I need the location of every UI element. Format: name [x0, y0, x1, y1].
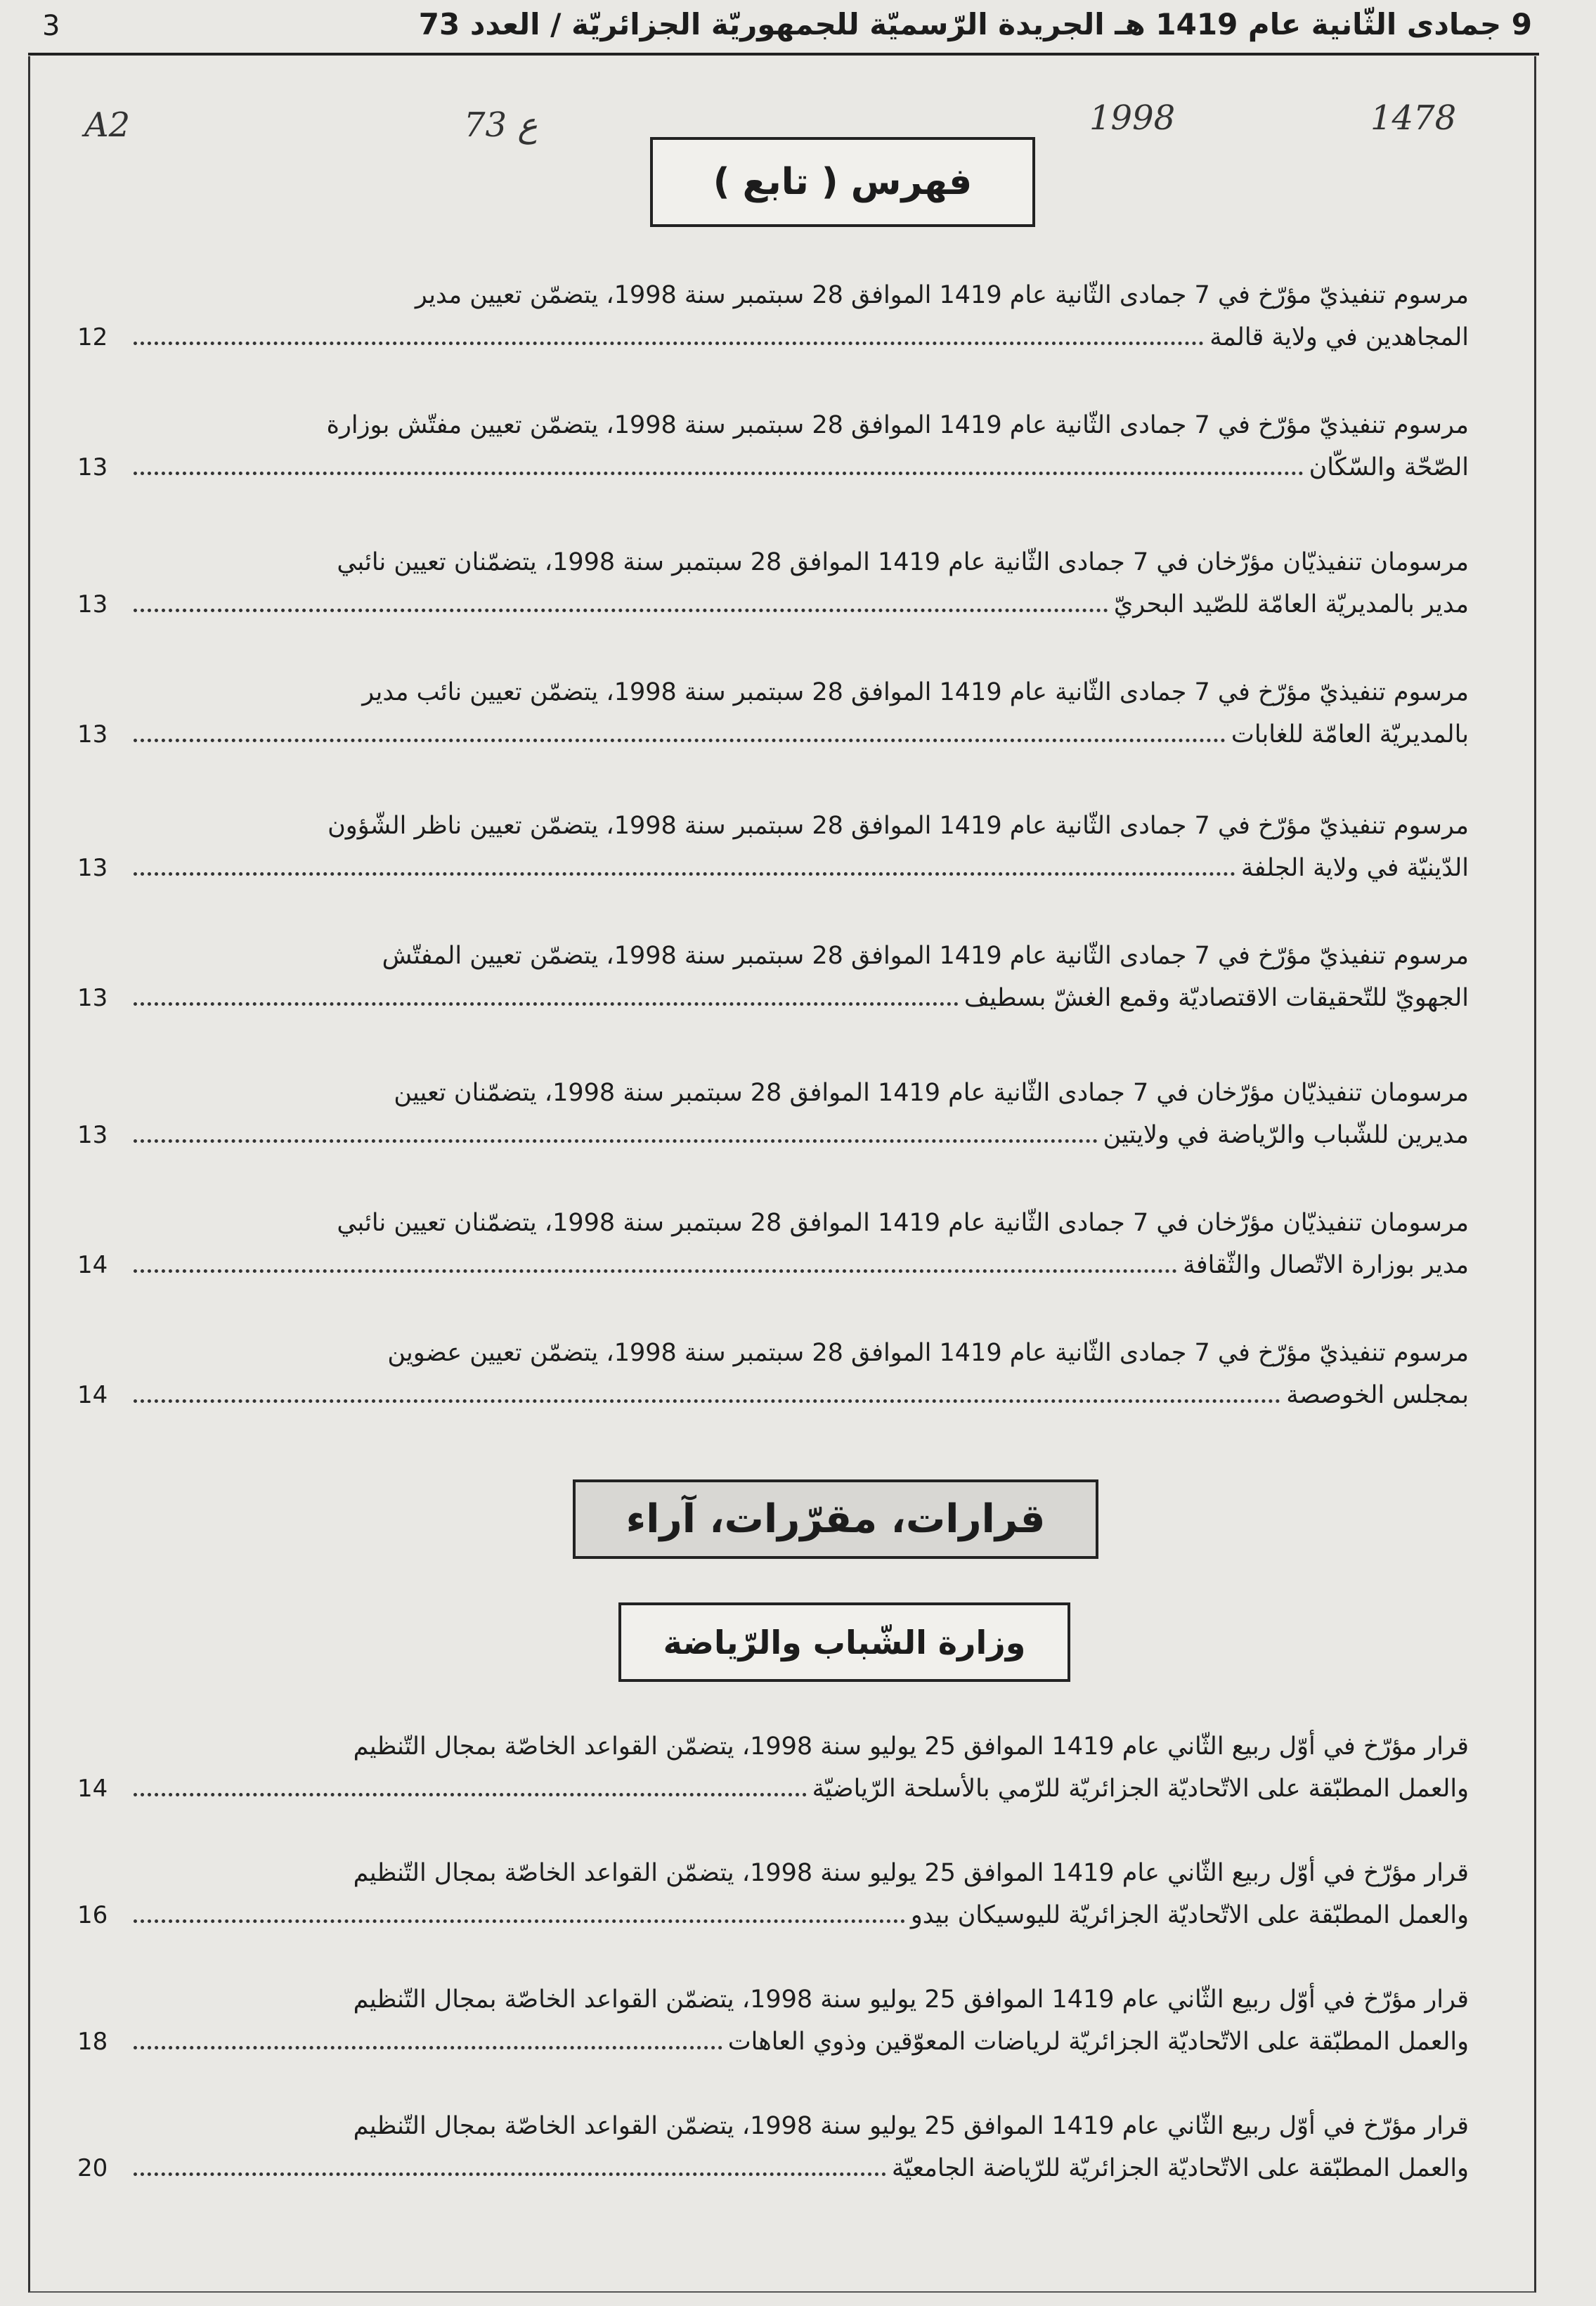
dot-leader	[134, 342, 1204, 345]
entry-page-number: 12	[77, 323, 108, 351]
dot-leader	[134, 472, 1304, 475]
entry-page-number: 14	[77, 1251, 108, 1279]
page-header	[28, 0, 1567, 56]
entry-page-number: 20	[77, 2154, 108, 2182]
handwritten-issue: 73 ع	[464, 105, 538, 145]
page-frame	[28, 56, 1536, 2293]
index-entry: مرسوم تنفيذيّ مؤرّخ في 7 جمادى الثّانية عام 1419 الموافق 28 سبتمبر سنة 1998، يتضمّن تعيين عضوين بمجلس الخوصصة 14	[77, 1339, 1469, 1409]
dot-leader	[134, 609, 1108, 612]
section-title: قرارات، مقرّرات، آراء	[573, 1479, 1098, 1559]
dot-leader	[134, 1139, 1098, 1143]
entry-page-number: 14	[77, 1775, 108, 1803]
page-number: 3	[42, 10, 60, 42]
dot-leader	[134, 1002, 959, 1006]
entry-page-number: 13	[77, 854, 108, 882]
index-entry: مرسوم تنفيذيّ مؤرّخ في 7 جمادى الثّانية عام 1419 الموافق 28 سبتمبر سنة 1998، يتضمّن تعيين مدير المجاهدين في ولاية قالمة 12	[77, 281, 1469, 351]
entry-page-number: 13	[77, 1121, 108, 1149]
dot-leader	[134, 1399, 1280, 1403]
decision-entry: قرار مؤرّخ في أوّل ربيع الثّاني عام 1419 الموافق 25 يوليو سنة 1998، يتضمّن القواعد الخاصّة بمجال التّنظيم والعمل المطبّقة على الاتّحاديّة الجزائريّة لرياضات المعوّقين وذوي العاهات 18	[77, 1986, 1469, 2056]
decision-entry: قرار مؤرّخ في أوّل ربيع الثّاني عام 1419 الموافق 25 يوليو سنة 1998، يتضمّن القواعد الخاصّة بمجال التّنظيم والعمل المطبّقة على الاتّحاديّة الجزائريّة لليوسيكان بيدو 16	[77, 1859, 1469, 1929]
index-entry: مرسوم تنفيذيّ مؤرّخ في 7 جمادى الثّانية عام 1419 الموافق 28 سبتمبر سنة 1998، يتضمّن تعيين المفتّش الجهويّ للتّحقيقات الاقتصاديّة وقمع الغشّ بسطيف 13	[77, 942, 1469, 1012]
entry-page-number: 13	[77, 720, 108, 749]
handwritten-year: 1998	[1089, 98, 1176, 138]
entry-page-number: 13	[77, 453, 108, 481]
index-entry: مرسومان تنفيذيّان مؤرّخان في 7 جمادى الثّانية عام 1419 الموافق 28 سبتمبر سنة 1998، يتضمّنان تعيين نائبي مدير بوزارة الاتّصال والثّقافة 14	[77, 1209, 1469, 1279]
entry-page-number: 13	[77, 984, 108, 1012]
entry-page-number: 16	[77, 1901, 108, 1929]
entry-page-number: 14	[77, 1381, 108, 1409]
dot-leader	[134, 739, 1226, 742]
index-title: فهرس ( تابع )	[650, 137, 1035, 227]
dot-leader	[134, 2046, 722, 2049]
dot-leader	[134, 2172, 886, 2176]
decision-entry: قرار مؤرّخ في أوّل ربيع الثّاني عام 1419 الموافق 25 يوليو سنة 1998، يتضمّن القواعد الخاصّة بمجال التّنظيم والعمل المطبّقة على الاتّحاديّة الجزائريّة للرّمي بالأسلحة الرّياضيّة 14	[77, 1732, 1469, 1803]
index-entry: مرسوم تنفيذيّ مؤرّخ في 7 جمادى الثّانية عام 1419 الموافق 28 سبتمبر سنة 1998، يتضمّن تعيين نائب مدير بالمديريّة العامّة للغابات 13	[77, 678, 1469, 749]
index-entry: مرسوم تنفيذيّ مؤرّخ في 7 جمادى الثّانية عام 1419 الموافق 28 سبتمبر سنة 1998، يتضمّن تعيين مفتّش بوزارة الصّحّة والسّكّان 13	[77, 411, 1469, 481]
index-entry: مرسومان تنفيذيّان مؤرّخان في 7 جمادى الثّانية عام 1419 الموافق 28 سبتمبر سنة 1998، يتضمّنان تعيين نائبي مدير بالمديريّة العامّة للصّيد البحريّ 13	[77, 548, 1469, 618]
header-rule	[28, 53, 1539, 56]
dot-leader	[134, 1793, 807, 1796]
index-entry: مرسومان تنفيذيّان مؤرّخان في 7 جمادى الثّانية عام 1419 الموافق 28 سبتمبر سنة 1998، يتضمّنان تعيين مديرين للشّباب والرّياضة في ولايتين 13	[77, 1079, 1469, 1149]
handwritten-code: A2	[84, 105, 131, 145]
ministry-title: وزارة الشّباب والرّياضة	[618, 1602, 1070, 1682]
decision-entry: قرار مؤرّخ في أوّل ربيع الثّاني عام 1419 الموافق 25 يوليو سنة 1998، يتضمّن القواعد الخاصّة بمجال التّنظيم والعمل المطبّقة على الاتّحاديّة الجزائريّة للرّياضة الجامعيّة 20	[77, 2112, 1469, 2182]
dot-leader	[134, 872, 1235, 876]
index-entry: مرسوم تنفيذيّ مؤرّخ في 7 جمادى الثّانية عام 1419 الموافق 28 سبتمبر سنة 1998، يتضمّن تعيين ناظر الشّؤون الدّينيّة في ولاية الجلفة 13	[77, 812, 1469, 882]
dot-leader	[134, 1919, 905, 1923]
entry-page-number: 13	[77, 590, 108, 618]
issue-title: 9 جمادى الثّانية عام 1419 هـ الجريدة الرّسميّة للجمهوريّة الجزائريّة / العدد 73	[418, 7, 1532, 41]
handwritten-ref: 1478	[1370, 98, 1457, 138]
dot-leader	[134, 1269, 1177, 1273]
entry-page-number: 18	[77, 2028, 108, 2056]
